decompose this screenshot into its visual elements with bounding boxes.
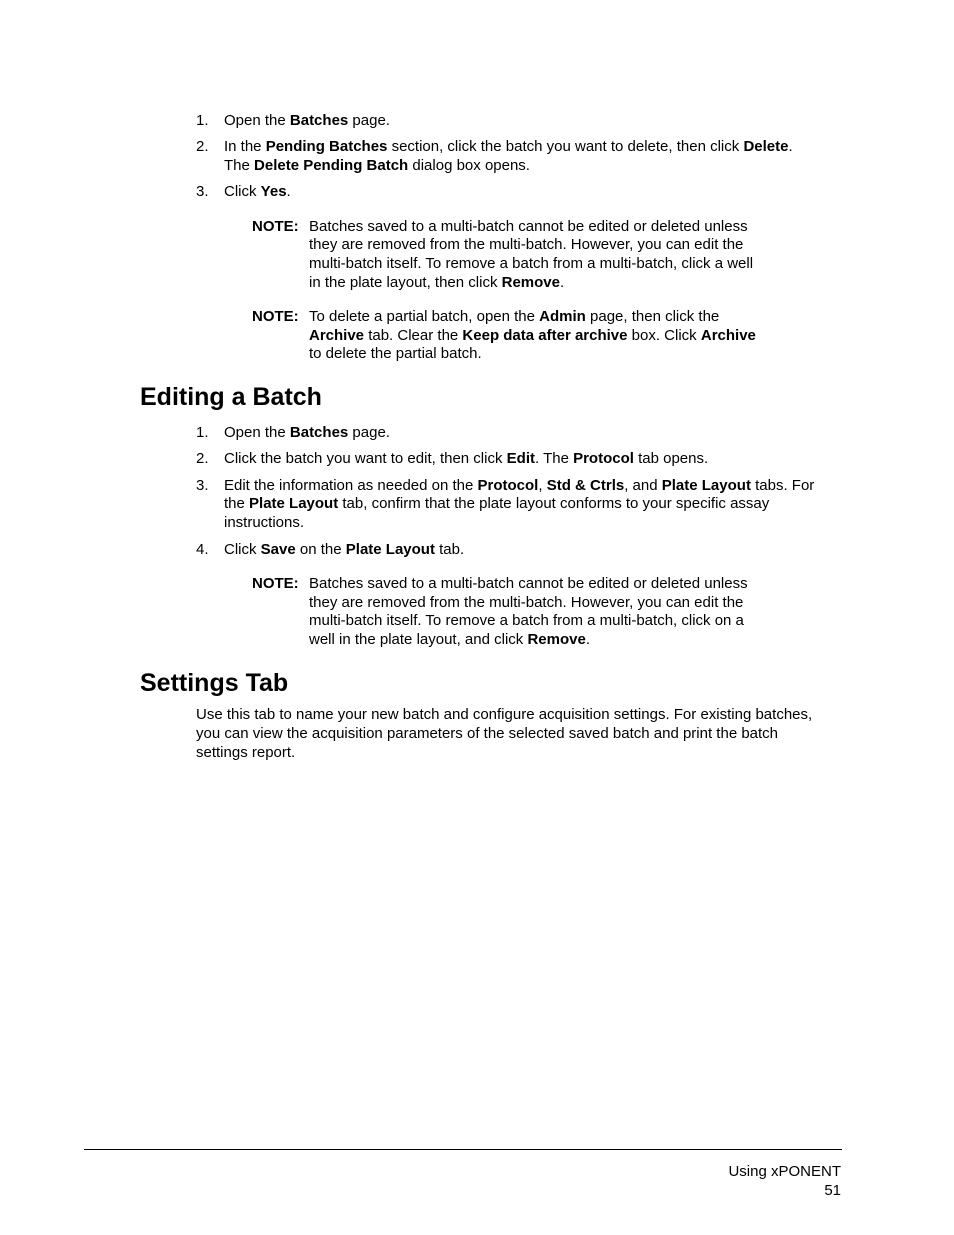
bold-term: Batches — [289, 112, 349, 129]
bold-term: Yes — [260, 183, 287, 200]
bold-term: Keep data after archive — [462, 327, 628, 344]
paragraph-line: you can view the acquisition parameters of the selected saved batch and print the batch — [196, 725, 779, 742]
bold-term: Batches — [289, 424, 349, 441]
step-number: 4. — [196, 541, 209, 558]
step-text: the Plate Layout tab, confirm that the plate layout conforms to your specific assay — [224, 495, 770, 512]
bold-term: Archive — [700, 327, 756, 344]
step-text: Click the batch you want to edit, then click Edit. The Protocol tab opens. — [224, 450, 709, 467]
page-number: 51 — [824, 1182, 841, 1199]
note-text: in the plate layout, then click Remove. — [309, 274, 565, 291]
note-text: multi-batch itself. To remove a batch from a multi-batch, click on a — [309, 612, 744, 629]
step-text: instructions. — [224, 514, 305, 531]
bold-term: Archive — [309, 327, 365, 344]
note-text: they are removed from the multi-batch. However, you can edit the — [309, 236, 744, 253]
bold-term: Delete — [743, 138, 789, 155]
bold-term: Remove — [501, 274, 560, 291]
step-number: 2. — [196, 450, 209, 467]
section-heading-editing: Editing a Batch — [140, 383, 322, 411]
step-number: 1. — [196, 112, 209, 129]
bold-term: Plate Layout — [345, 541, 435, 558]
step-text: The Delete Pending Batch dialog box opens. — [224, 157, 530, 174]
step-text: Open the Batches page. — [224, 424, 390, 441]
step-text: Edit the information as needed on the Protocol, Std & Ctrls, and Plate Layout tabs. For — [224, 477, 815, 494]
note-label: NOTE: — [252, 308, 299, 325]
note-text: to delete the partial batch. — [309, 345, 482, 362]
note-label: NOTE: — [252, 218, 299, 235]
bold-term: Remove — [527, 631, 586, 648]
step-text: Click Yes. — [224, 183, 291, 200]
step-text: In the Pending Batches section, click the batch you want to delete, then click Delete. — [224, 138, 793, 155]
note-text: Archive tab. Clear the Keep data after archive box. Click Archive — [309, 327, 756, 344]
step-text: Click Save on the Plate Layout tab. — [224, 541, 465, 558]
note-text: they are removed from the multi-batch. However, you can edit the — [309, 594, 744, 611]
bold-term: Std & Ctrls — [546, 477, 625, 494]
step-number: 2. — [196, 138, 209, 155]
paragraph-line: Use this tab to name your new batch and configure acquisition settings. For existing batches, — [196, 706, 813, 723]
bold-term: Edit — [506, 450, 535, 467]
note-text: Batches saved to a multi-batch cannot be edited or deleted unless — [309, 575, 748, 592]
paragraph-line: settings report. — [196, 744, 296, 761]
step-number: 1. — [196, 424, 209, 441]
note-label: NOTE: — [252, 575, 299, 592]
bold-term: Protocol — [477, 477, 539, 494]
step-text: Open the Batches page. — [224, 112, 390, 129]
bold-term: Delete Pending Batch — [254, 157, 409, 174]
note-text: well in the plate layout, and click Remove. — [309, 631, 590, 648]
step-number: 3. — [196, 183, 209, 200]
note-text: To delete a partial batch, open the Admin page, then click the — [309, 308, 720, 325]
note-text: multi-batch itself. To remove a batch from a multi-batch, click a well — [309, 255, 754, 272]
bold-term: Admin — [539, 308, 586, 325]
footer-title: Using xPONENT — [728, 1163, 841, 1180]
note-text: Batches saved to a multi-batch cannot be edited or deleted unless — [309, 218, 748, 235]
bold-term: Plate Layout — [661, 477, 751, 494]
bold-term: Pending Batches — [265, 138, 388, 155]
bold-term: Protocol — [573, 450, 634, 467]
section-heading-settings: Settings Tab — [140, 669, 289, 697]
bold-term: Save — [260, 541, 296, 558]
step-number: 3. — [196, 477, 209, 494]
footer-divider — [84, 1149, 842, 1150]
bold-term: Plate Layout — [249, 495, 339, 512]
